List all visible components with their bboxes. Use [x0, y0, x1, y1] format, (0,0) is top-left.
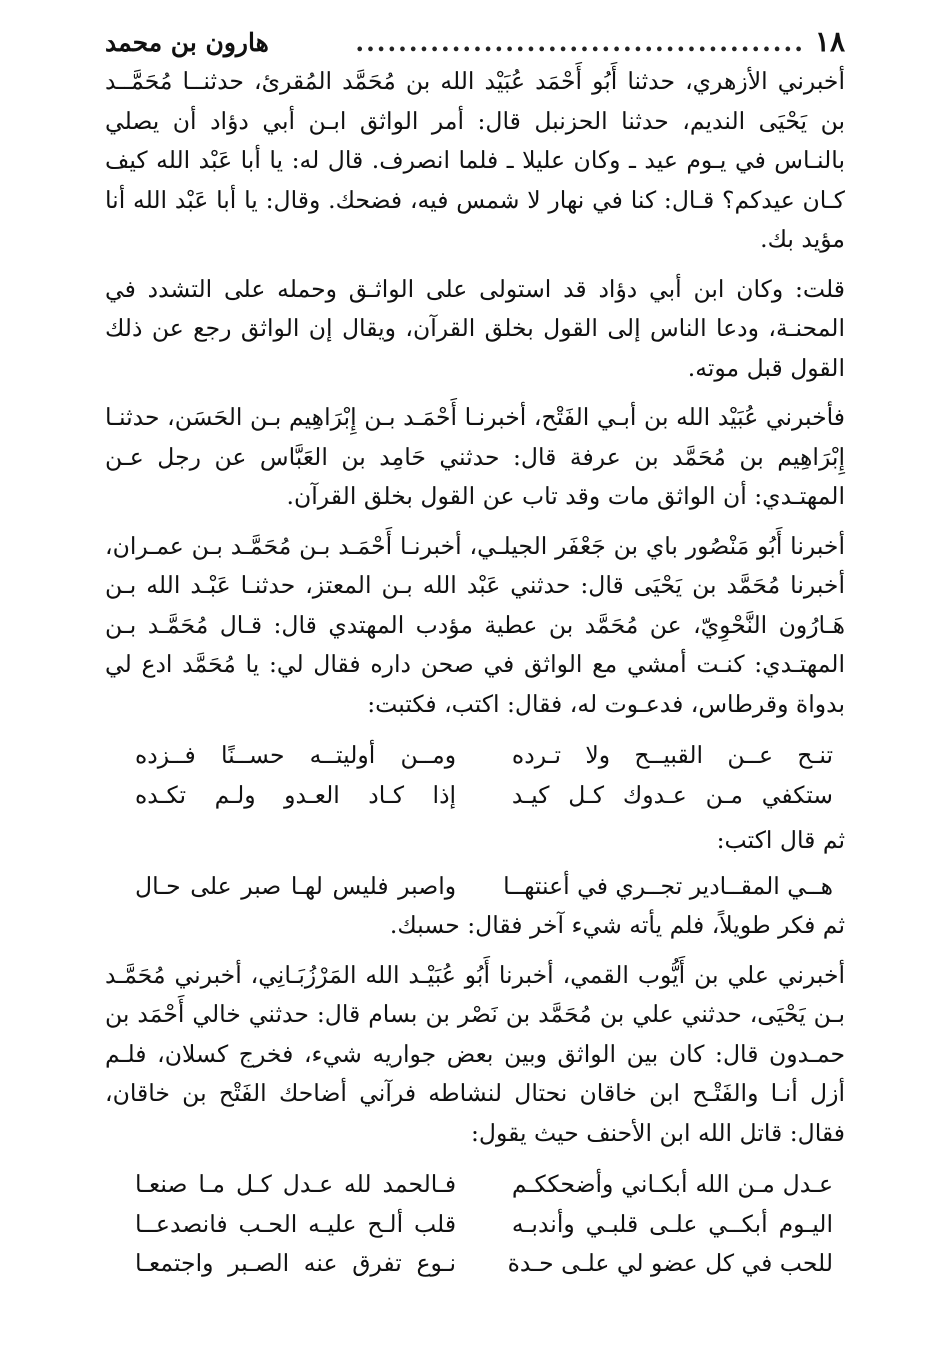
poem-line	[105, 1205, 845, 1245]
paragraph-7: أخبرني علي بن أَيُّوب القمي، أخبرنا أَبُو عُبَيْـد الله المَرْزُبَـانِي، أخبرني مُحَمَّـد بـن يَحْيَى، حدثني علي بن مُحَمَّد بن نَصْر بن بسام قال: حدثني خالي أَحْمَد بن حمـدون قال: كان بين الواثق وبين بعض جواريه شيء، فخرج كسلان، فلـم أزل أنـا والفَتْـح ابن خاقان نحتال لنشاطه فرآني أضاحك الفَتْح بن خاقان، فقال: قاتل الله ابن الأحنف حيث يقول:	[105, 960, 845, 1147]
poem-line	[105, 867, 845, 907]
poem-line	[105, 1165, 845, 1205]
verse-first-hemistich: ستكفي مـن عـدوك كـل كيـد	[511, 780, 833, 809]
poem-3	[105, 1165, 845, 1284]
verse-first-hemistich: هــي المقــادير تجــري في أعنتهــا	[503, 871, 833, 900]
poem-1	[105, 736, 845, 815]
verse-second-hemistich: إذا كـاد العـدو ولـم تكـده	[135, 780, 457, 809]
poem-line	[105, 776, 845, 816]
running-title: هارون بن محمد	[105, 28, 269, 57]
paragraph-6: ثم فكر طويلاً، فلم يأته شيء آخر فقال: حسبك.	[389, 911, 845, 939]
verse-first-hemistich: للحب في كل عضو لي علـى حـدة	[507, 1249, 833, 1277]
poem-2	[105, 867, 845, 907]
paragraph-1: أخبرني الأزهري، حدثنا أَبُو أَحْمَد عُبَيْد الله بن مُحَمَّد المُقرئ، حدثنــا مُحَمَّــد بن يَحْيَى النديم، حدثنا الحزنبل قال: أمر الواثق ابـن أبي دؤاد أن يصلي بالنـاس في يـوم عيد ـ وكان عليلا ـ فلما انصرف. قال له: يا أبا عَبْد الله كيف كـان عيدكم؟ قـال: كنا في نهار لا شمس فيه، فضحك. وقال: يا أبا عَبْد الله أنا مؤيد بك.	[105, 67, 845, 253]
verse-second-hemistich: قلب ألـح عليـه الحـب فانصدعــا	[135, 1209, 457, 1238]
verse-second-hemistich: ومــن أوليتــه حســنًا فــزده	[135, 741, 457, 769]
paragraph-2: قلت: وكان ابن أبي دؤاد قد استولى على الواثـق وحمله على التشدد في المحنـة، ودعا الناس إلى القول بخلق القرآن، ويقال إن الواثق رجع عن ذلك القول قبل موته.	[105, 274, 845, 382]
verse-first-hemistich: عـدل مـن الله أبكـاني وأضحككـم	[511, 1170, 833, 1198]
poem-line	[105, 1244, 845, 1284]
verse-first-hemistich: تنـح عــن القبيــح ولا تـرده	[511, 741, 833, 769]
paragraph-3: فأخبرني عُبَيْد الله بن أبـي الفَتْح، أخبرنـا أَحْمَـد بـن إِبْرَاهِيم بـن الحَسَن، حدثنـا إِبْرَاهِيم بن مُحَمَّد بن عرفة قال: حدثني حَامِد بن العَبَّاس عن رجل عـن المهتـدي: أن الواثق مات وقد تاب عن القول بخلق القرآن.	[105, 403, 845, 510]
paragraph-4: أخبرنا أَبُو مَنْصُور باي بن جَعْفَر الجيلـي، أخبرنـا أَحْمَـد بـن مُحَمَّـد بـن عمـران، أخبرنا مُحَمَّد بن يَحْيَى قال: حدثني عَبْد الله بـن المعتز، حدثنـا عَبْـد الله بـن هَـارُون النَّحْوِيّ، عن مُحَمَّد بن عطية مؤدب المهتدي قال: قـال مُحَمَّـد بـن المهتـدي: كنـت أمشي مع الواثق في صحن داره فقال لي: يا مُحَمَّد ادع لي بدواة وقرطاس، فدعـوت له، فقال: اكتب، فكتبت:	[105, 531, 845, 718]
paragraph-5: ثم قال اكتب:	[716, 826, 845, 854]
verse-second-hemistich: فـالحمد لله عـدل كـل مـا صنعـا	[135, 1170, 457, 1198]
poem-line	[105, 736, 845, 776]
page-number: ١٨	[814, 25, 845, 58]
page-header	[105, 22, 845, 62]
verse-second-hemistich: واصبر فليس لهـا صبر على حـال	[135, 871, 457, 900]
verse-first-hemistich: اليـوم أبكــي علـى قلبـي وأندبـه	[511, 1209, 833, 1238]
verse-second-hemistich: نـوع تفرق عنه الصـبر واجتمعـا	[135, 1249, 457, 1277]
header-dot-leader: ..........................................	[355, 28, 805, 57]
